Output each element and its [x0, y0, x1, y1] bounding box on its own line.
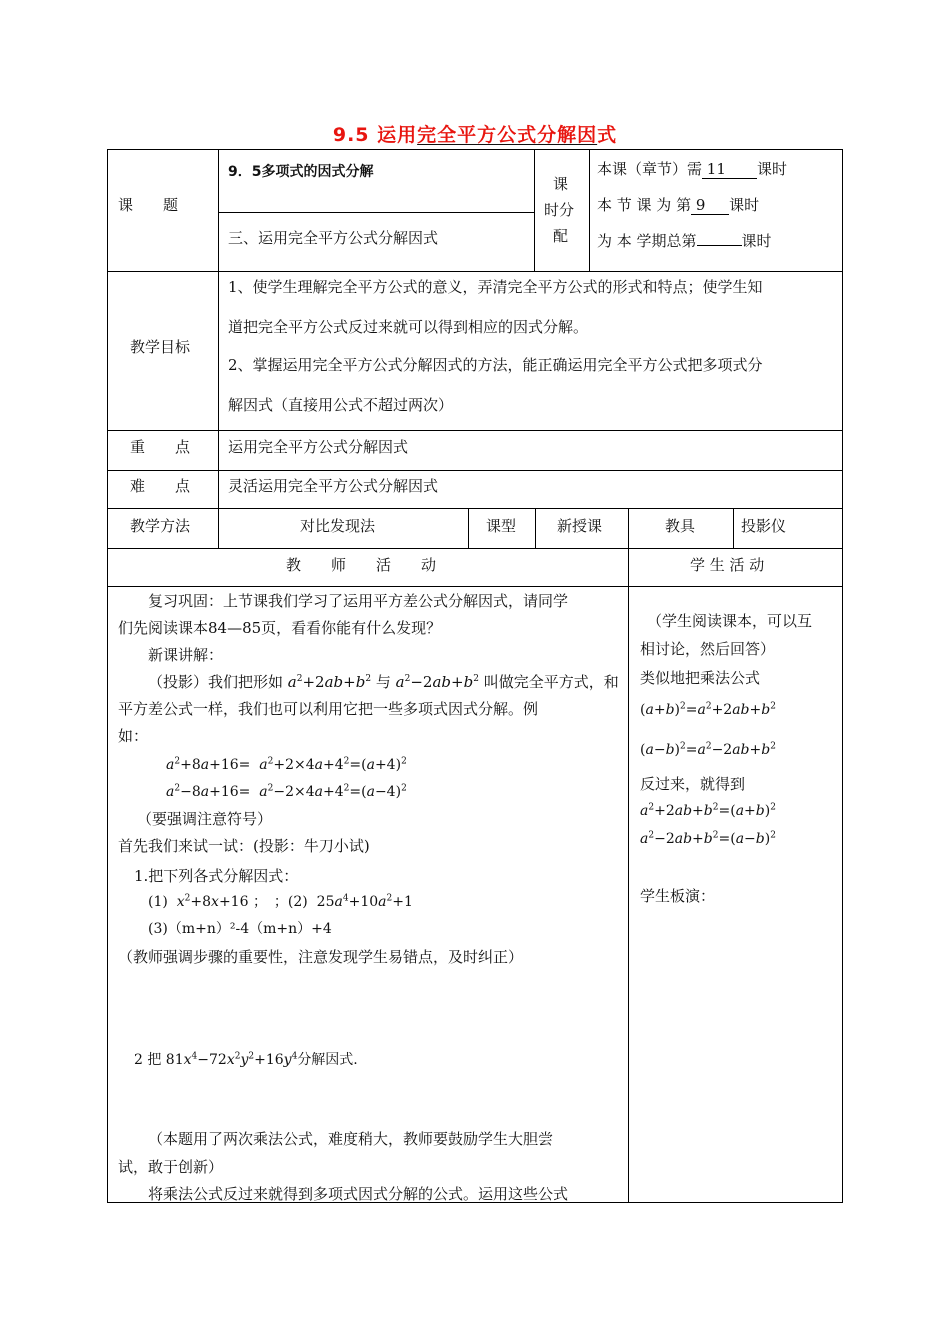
example-formula-2: $a^2-8a+16= a^2-2\times 4a+4^2=(a-4)^2$	[166, 783, 407, 800]
objective-line: 1、使学生理解完全平方公式的意义，弄清完全平方公式的形式和特点；使学生知	[228, 278, 763, 296]
objective-line: 解因式（直接用公式不超过两次）	[228, 396, 454, 414]
objectives-label: 教学目标	[130, 338, 191, 356]
teacher-text-line: 将乘法公式反过来就得到多项式因式分解的公式。运用这些公式	[148, 1185, 569, 1203]
student-formula-3: $a^2+2ab+b^2=(a+b)^2$	[640, 802, 776, 819]
hours-label-3: 配	[553, 227, 569, 245]
student-text-line: （学生阅读课本，可以互	[647, 612, 813, 630]
method-label: 教学方法	[130, 517, 191, 535]
student-formula-2: $(a-b)^2=a^2-2ab+b^2$	[640, 741, 776, 758]
tool-label: 教具	[665, 517, 696, 535]
teacher-text-line: （要强调注意符号）	[137, 810, 273, 828]
difficulty-label: 难 点	[130, 477, 191, 495]
type-label: 课型	[486, 517, 517, 535]
key-point-text: 运用完全平方公式分解因式	[228, 438, 409, 456]
teacher-text-line: 们先阅读课本84—85页，看看你能有什么发现？	[118, 619, 442, 637]
teacher-text-line: （教师强调步骤的重要性，注意发现学生易错点，及时纠正）	[118, 948, 524, 966]
student-activity-header: 学 生 活 动	[690, 556, 765, 574]
key-point-label: 重 点	[130, 438, 191, 456]
student-formula-4: $a^2-2ab+b^2=(a-b)^2$	[640, 830, 776, 847]
topic-sub: 三、运用完全平方公式分解因式	[228, 229, 439, 247]
hours-line-1: 本课（章节）需 11 课时	[597, 160, 788, 178]
document-title: 9.5 运用完全平方公式分解因式	[332, 124, 618, 146]
topic-main: 9．5多项式的因式分解	[228, 164, 374, 180]
hours-label-2: 时分	[544, 201, 575, 219]
student-text-line: 类似地把乘法公式	[640, 669, 761, 687]
objective-line: 道把完全平方公式反过来就可以得到相应的因式分解。	[228, 318, 589, 336]
exercise-line: (1) $x^2+8x+16$ ； ；(2) $25a^4+10a^2+1$	[148, 893, 413, 910]
student-text-line: 相讨论，然后回答）	[640, 640, 776, 658]
teacher-text-line: （本题用了两次乘法公式，难度稍大，教师要鼓励学生大胆尝	[148, 1130, 554, 1148]
teacher-text-line: 1.把下列各式分解因式：	[134, 867, 299, 885]
student-text-line: 反过来，就得到	[640, 775, 746, 793]
teacher-activity-header: 教 师 活 动	[286, 556, 437, 574]
example-formula-1: $a^2+8a+16= a^2+2\times 4a+4^2=(a+4)^2$	[166, 756, 407, 773]
exercise-2: 2 把 $81x^4-72x^2y^2+16y^4$分解因式.	[134, 1051, 358, 1068]
teacher-text-line: 如：	[118, 727, 149, 745]
teacher-text-line: 试，敢于创新）	[118, 1158, 224, 1176]
topic-label: 课 题	[118, 196, 179, 214]
teacher-text-line: （投影）我们把形如 $a^2+2ab+b^2$ 与 $a^2-2ab+b^2$ 叫做完全平方式，和	[148, 673, 619, 691]
student-text-line: 学生板演：	[640, 887, 716, 905]
hours-label-1: 课	[553, 175, 569, 193]
objective-line: 2、掌握运用完全平方公式分解因式的方法，能正确运用完全平方公式把多项式分	[228, 356, 763, 374]
teacher-text-line: 新课讲解：	[148, 646, 224, 664]
teacher-text-line: 复习巩固：上节课我们学习了运用平方差公式分解因式，请同学	[148, 592, 569, 610]
teacher-text-line: 首先我们来试一试：(投影：牛刀小试)	[118, 837, 370, 855]
teacher-text-line: 平方差公式一样，我们也可以利用它把一些多项式因式分解。例	[118, 700, 539, 718]
difficulty-text: 灵活运用完全平方公式分解因式	[228, 477, 439, 495]
hours-line-2: 本 节 课 为 第 9 课时	[597, 196, 760, 214]
method-value: 对比发现法	[300, 517, 376, 535]
type-value: 新授课	[557, 517, 603, 535]
exercise-line: (3)（m+n）²-4（m+n）+4	[148, 921, 332, 937]
tool-value: 投影仪	[741, 517, 787, 535]
student-formula-1: $(a+b)^2=a^2+2ab+b^2$	[640, 701, 776, 718]
hours-line-3: 为 本 学期总第 课时	[597, 232, 772, 250]
